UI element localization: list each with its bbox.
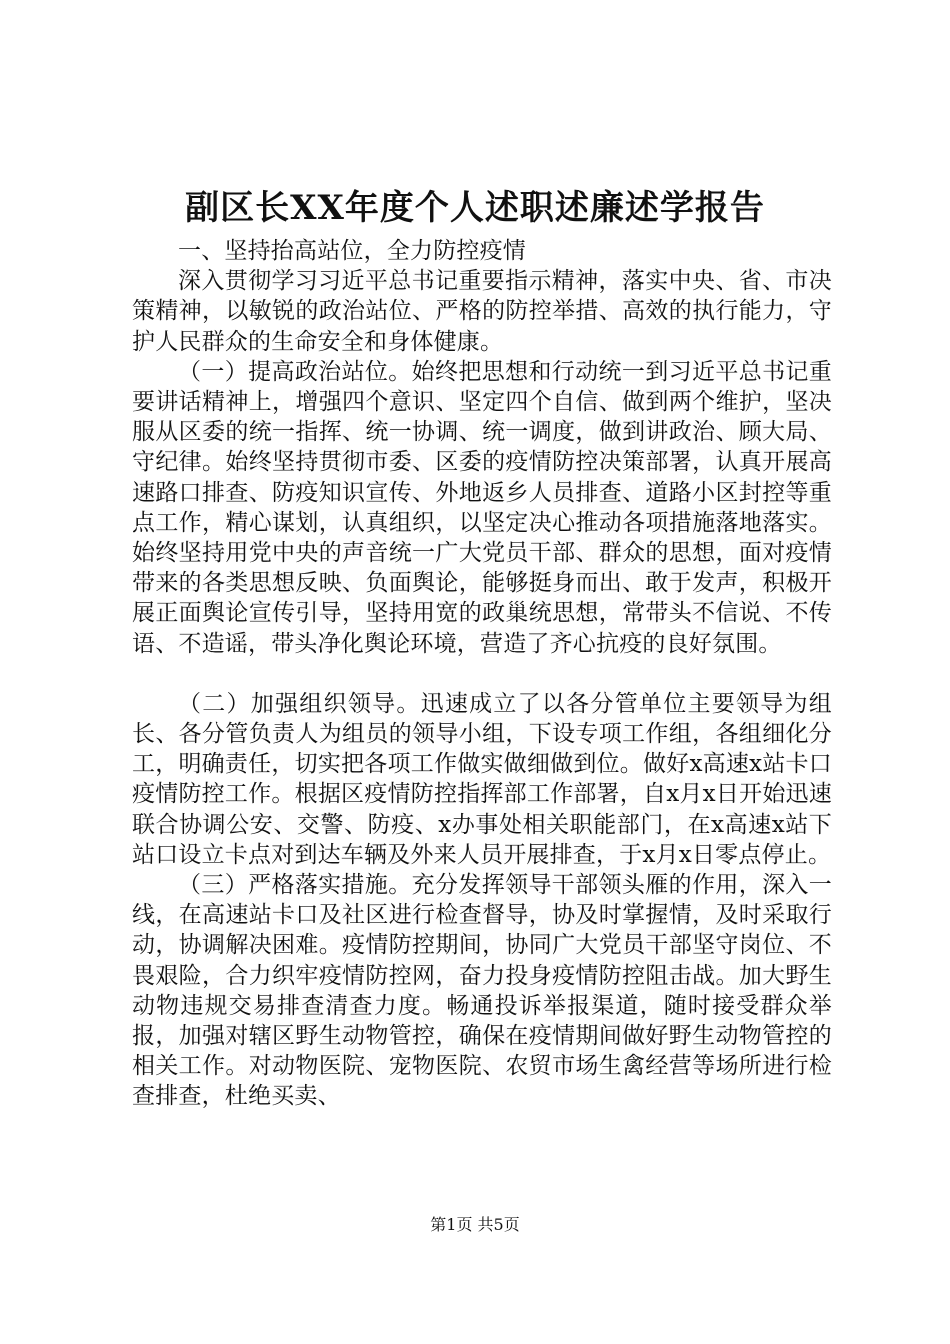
document-body [132, 236, 832, 1112]
paragraph-political-stance: （一）提高政治站位。始终把思想和行动统一到习近平总书记重要讲话精神上，增强四个意识、坚定四个自信、做到两个维护，坚决服从区委的统一指挥、统一协调、统一调度，做到讲政治、顾大局、守纪律。始终坚持贯彻市委、区委的疫情防控决策部署，认真开展高速路口排查、防疫知识宣传、外地返乡人员排查、道路小区封控等重点工作，精心谋划，认真组织，以坚定决心推动各项措施落地落实。始终坚持用党中央的声音统一广大党员干部、群众的思想，面对疫情带来的各类思想反映、负面舆论，能够挺身而出、敢于发声，积极开展正面舆论宣传引导，坚持用宽的政巢统思想，常带头不信说、不传语、不造谣，带头净化舆论环境，营造了齐心抗疫的良好氛围。 [132, 358, 832, 657]
page-number: 第1页 共5页 [430, 1215, 520, 1234]
document-title: 副区长XX年度个人述职述廉述学报告 [185, 188, 765, 228]
paragraph-measures: （三）严格落实措施。充分发挥领导干部领头雁的作用，深入一线，在高速站卡口及社区进行检查督导，协及时掌握情，及时采取行动，协调解决困难。疫情防控期间，协同广大党员干部坚守岗位、不畏艰险，合力织牢疫情防控网，奋力投身疫情防控阻击战。加大野生动物违规交易排查清查力度。畅通投诉举报渠道，随时接受群众举报，加强对辖区野生动物管控，确保在疫情期间做好野生动物管控的相关工作。对动物医院、宠物医院、农贸市场生禽经营等场所进行检查排查，杜绝买卖、 [132, 872, 832, 1110]
section-heading: 一、坚持抬高站位，全力防控疫情 [178, 238, 526, 264]
paragraph-organization: （二）加强组织领导。迅速成立了以各分管单位主要领导为组长、各分管负责人为组员的领导小组，下设专项工作组，各组细化分工，明确责任，切实把各项工作做实做细做到位。做好x高速x站卡口疫情防控工作。根据区疫情防控指挥部工作部署，自x月x日开始迅速联合协调公安、交警、防疫、x办事处相关职能部门，在x高速x站下站口设立卡点对到达车辆及外来人员开展排查，于x月x日零点停止。 [132, 690, 832, 868]
paragraph-gap [132, 659, 832, 689]
paragraph-intro: 深入贯彻学习习近平总书记重要指示精神，落实中央、省、市决策精神，以敏锐的政治站位、严格的防控举措、高效的执行能力，守护人民群众的生命安全和身体健康。 [132, 268, 832, 355]
